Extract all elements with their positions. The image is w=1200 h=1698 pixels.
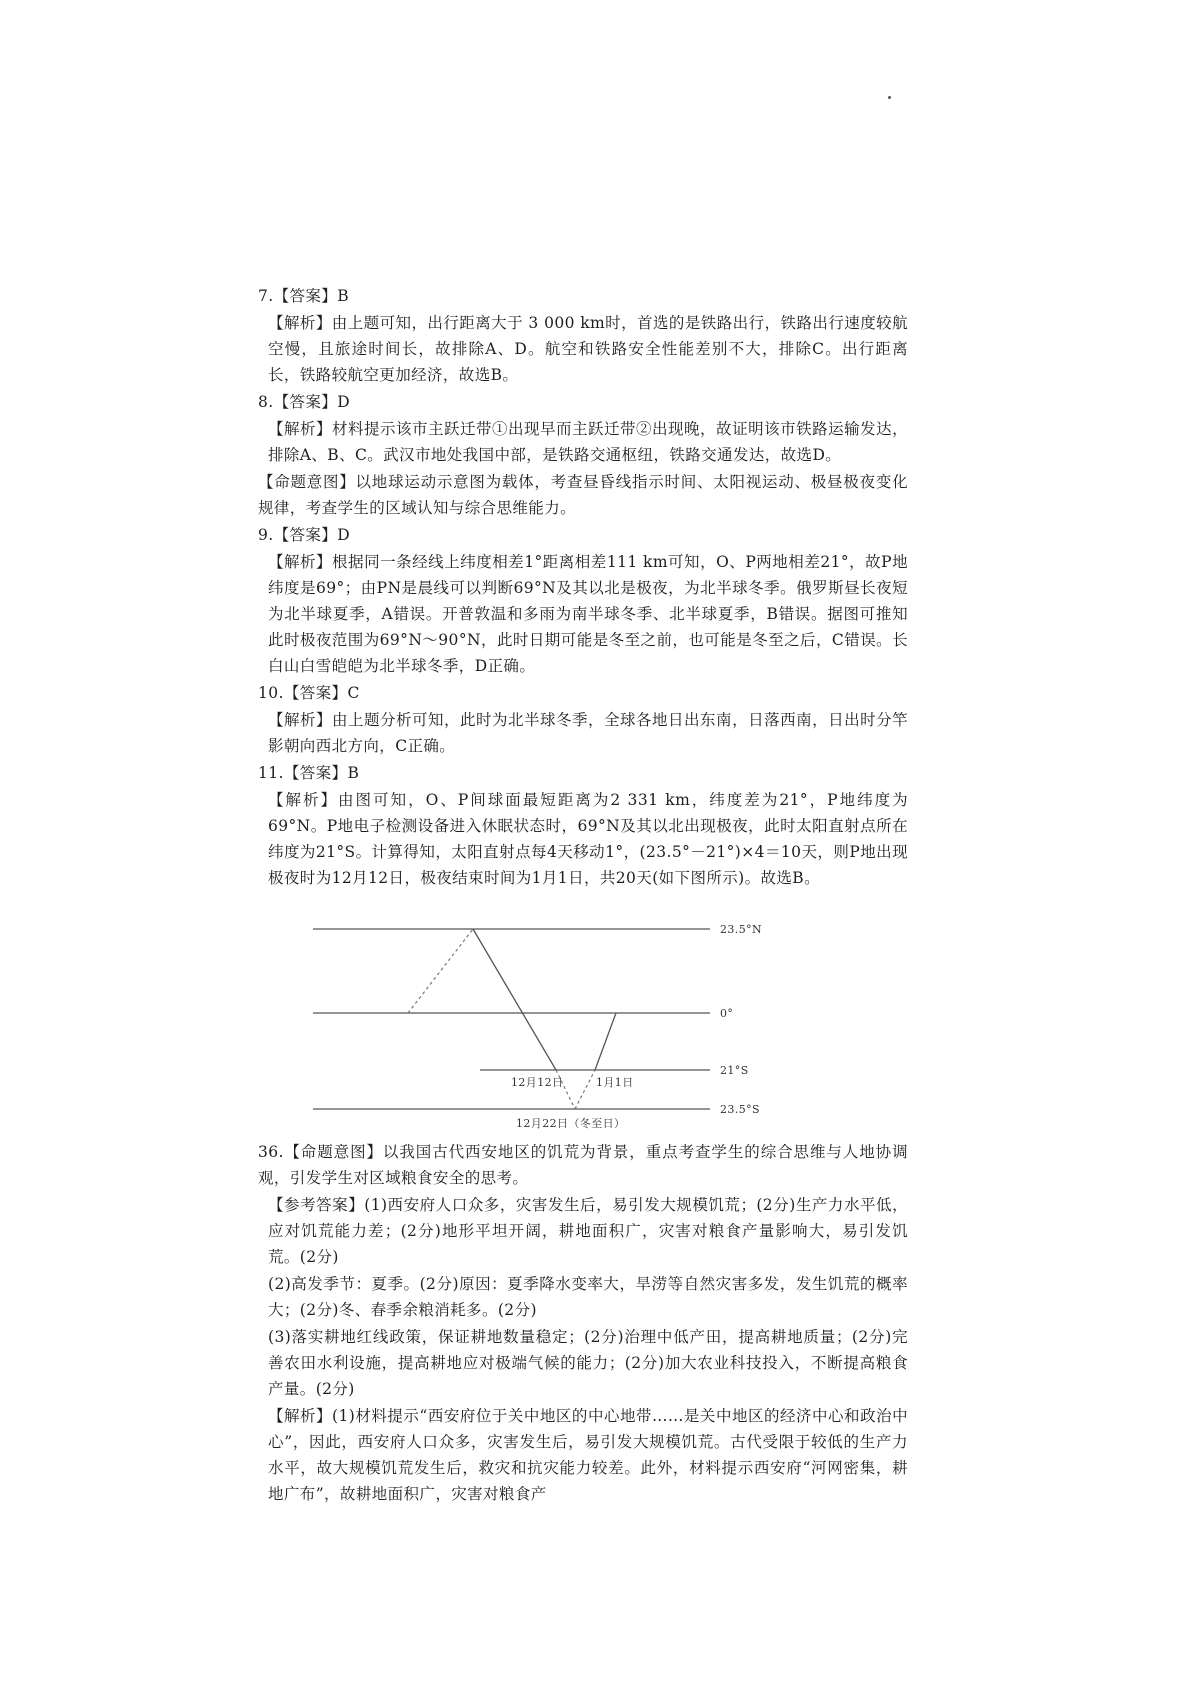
path-dashed-rise xyxy=(408,929,473,1013)
answer-paragraph: 【命题意图】以地球运动示意图为载体，考查昼昏线指示时间、太阳视运动、极昼极夜变化规律，考查学生的区域认知与综合思维能力。 xyxy=(258,473,908,517)
path-solid-rise xyxy=(595,1013,616,1070)
answer-paragraph: (2)高发季节：夏季。(2分)原因：夏季降水变率大，旱涝等自然灾害多发，发生饥荒的概率大；(2分)冬、春季余粮消耗多。(2分) xyxy=(268,1275,908,1319)
answer-paragraph: 【参考答案】(1)西安府人口众多，灾害发生后，易引发大规模饥荒；(2分)生产力水平低，应对饥荒能力差；(2分)地形平坦开阔，耕地面积广，灾害对粮食产量影响大，易引发饥荒。(2分) xyxy=(268,1196,908,1266)
answer-paragraph: 36.【命题意图】以我国古代西安地区的饥荒为背景，重点考查学生的综合思维与人地协调观，引发学生对区域粮食安全的思考。 xyxy=(258,1143,908,1187)
label-equator: 0° xyxy=(720,1007,734,1020)
answer-paragraph: (3)落实耕地红线政策，保证耕地数量稳定；(2分)治理中低产田，提高耕地质量；(2分)完善农田水利设施，提高耕地应对极端气候的能力；(2分)加大农业科技投入，不断提高粮食产量。(2分) xyxy=(268,1328,908,1398)
label-dec12: 12月12日 xyxy=(511,1076,564,1089)
answer-paragraph: 【解析】根据同一条经线上纬度相差1°距离相差111 km可知，O、P两地相差21°，故P地纬度是69°；由PN是晨线可以判断69°N及其以北是极夜，为北半球冬季。俄罗斯昼长夜短为北半球夏季，A错误。开普敦温和多雨为南半球冬季、北半球夏季，B错误。据图可推知此时极夜范围为69°N～90°N，此时日期可能是冬至之前，也可能是冬至之后，C错误。长白山白雪皑皑为北半球冬季，D正确。 xyxy=(268,553,908,675)
answer-heading: 10.【答案】C xyxy=(258,684,360,702)
label-dec22: 12月22日（冬至日） xyxy=(516,1117,626,1130)
label-23s: 23.5°S xyxy=(720,1103,760,1116)
label-21s: 21°S xyxy=(720,1064,749,1077)
answer-paragraph: 【解析】由上题分析可知，此时为北半球冬季，全球各地日出东南，日落西南，日出时分竿影朝向西北方向，C正确。 xyxy=(268,711,908,755)
answer-section-7-11 xyxy=(258,283,908,891)
solar-declination-diagram xyxy=(258,895,908,1131)
answer-heading: 7.【答案】B xyxy=(258,287,349,305)
path-dashed-bottom-right xyxy=(575,1070,595,1109)
label-jan1: 1月1日 xyxy=(596,1076,634,1089)
path-solid-fall xyxy=(473,929,556,1070)
label-23n: 23.5°N xyxy=(720,923,763,936)
answer-paragraph: 【解析】材料提示该市主跃迁带①出现早而主跃迁带②出现晚，故证明该市铁路运输发达，排除A、B、C。武汉市地处我国中部，是铁路交通枢纽，铁路交通发达，故选D。 xyxy=(268,420,908,464)
answer-heading: 9.【答案】D xyxy=(258,526,351,544)
answer-section-36 xyxy=(258,1139,908,1507)
diagram-svg xyxy=(258,895,908,1131)
answer-paragraph: 【解析】由上题可知，出行距离大于 3 000 km时，首选的是铁路出行，铁路出行速度较航空慢，且旅途时间长，故排除A、D。航空和铁路安全性能差别不大，排除C。出行距离长，铁路较航空更加经济，故选B。 xyxy=(268,314,908,384)
answer-paragraph: 【解析】(1)材料提示“西安府位于关中地区的中心地带……是关中地区的经济中心和政治中心”，因此，西安府人口众多，灾害发生后，易引发大规模饥荒。古代受限于较低的生产力水平，故大规模饥荒发生后，救灾和抗灾能力较差。此外，材料提示西安府“河网密集，耕地广布”，故耕地面积广，灾害对粮食产 xyxy=(268,1407,908,1503)
answer-heading: 8.【答案】D xyxy=(258,393,351,411)
answer-paragraph: 【解析】由图可知，O、P间球面最短距离为2 331 km，纬度差为21°，P地纬度为69°N。P地电子检测设备进入休眠状态时，69°N及其以北出现极夜，此时太阳直射点所在纬度为21°S。计算得知，太阳直射点每4天移动1°，(23.5°－21°)×4＝10天，则P地出现极夜时为12月12日，极夜结束时间为1月1日，共20天(如下图所示)。故选B。 xyxy=(268,791,908,887)
document-content xyxy=(258,283,908,1508)
answer-heading: 11.【答案】B xyxy=(258,764,360,782)
page-mark xyxy=(888,96,891,99)
